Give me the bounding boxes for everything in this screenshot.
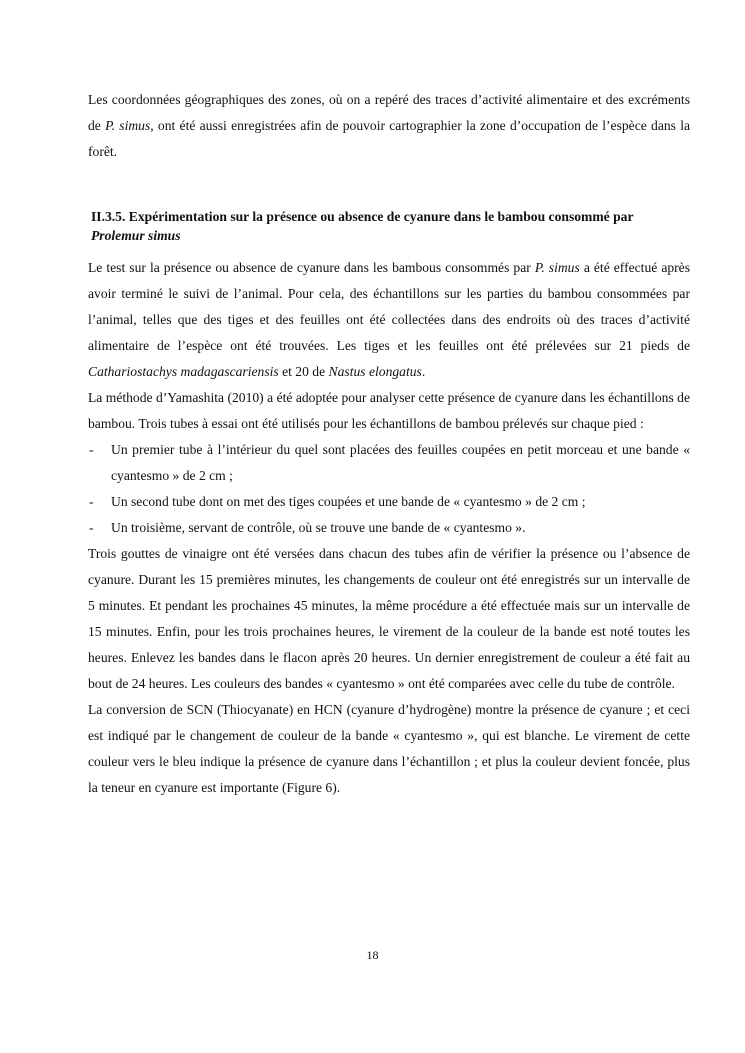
paragraph-2: La méthode d’Yamashita (2010) a été adoptée pour analyser cette présence de cyanure dans les échantillons de bambou. Trois tubes à essai ont été utilisés pour les échantillons de bambou prélevés sur chaque pied : <box>88 390 690 431</box>
tube-list <box>88 437 690 541</box>
list-item <box>88 489 690 515</box>
section-heading <box>88 207 690 245</box>
para1-species3: Nastus elongatus <box>328 364 422 379</box>
intro-species: P. simus <box>105 118 151 133</box>
intro-paragraph <box>88 87 690 165</box>
list-marker: - <box>89 494 94 509</box>
para1-a: Le test sur la présence ou absence de cyanure dans les bambous consommés par <box>88 260 535 275</box>
para1-b: a été effectué après avoir terminé le suivi de l’animal. Pour cela, des échantillons sur les parties du bambou consommées par l’animal, telles que des tiges et des feuilles ont été collectées dans des endroits où des traces d’activité alimentaire de l’espèce ont été trouvées. Les tiges et les feuilles ont été prélevées sur 21 pieds de <box>88 260 691 353</box>
section-heading-species: Prolemur simus <box>91 228 181 243</box>
intro-text: Les coordonnées géographiques des zones, où on a repéré des traces d’activité alimentaire et des excréments de <box>88 92 690 133</box>
intro-text-2: , ont été aussi enregistrées afin de pouvoir cartographier la zone d’occupation de l’espèce dans la forêt. <box>88 118 691 159</box>
list-item-text: Un second tube dont on met des tiges coupées et une bande de « cyantesmo » de 2 cm ; <box>111 494 586 509</box>
list-marker: - <box>89 520 94 535</box>
list-item-text: Un troisième, servant de contrôle, où se trouve une bande de « cyantesmo ». <box>111 520 526 535</box>
paragraph-3: Trois gouttes de vinaigre ont été versées dans chacun des tubes afin de vérifier la présence ou l’absence de cyanure. Durant les 15 premières minutes, les changements de couleur ont été enregistrés sur un intervalle de 5 minutes. Et pendant les prochaines 45 minutes, la même procédure a été effectuée mais sur un intervalle de 15 minutes. Enfin, pour les trois prochaines heures, le virement de la couleur de la bande est noté toutes les heures. Enlevez les bandes dans le flacon après 20 heures. Un dernier enregistrement de couleur a été fait au bout de 24 heures. Les couleurs des bandes « cyantesmo » ont été comparées avec celle du tube de contrôle. <box>88 546 690 691</box>
paragraph-1 <box>88 255 690 385</box>
para1-c: et 20 de <box>278 364 329 379</box>
list-item-text: Un premier tube à l’intérieur du quel sont placées des feuilles coupées en petit morceau et une bande « cyantesmo » de 2 cm ; <box>111 442 690 483</box>
page-content <box>88 87 690 801</box>
page-number: 18 <box>366 948 379 962</box>
section-heading-text: II.3.5. Expérimentation sur la présence ou absence de cyanure dans le bambou consommé par <box>91 209 634 224</box>
para1-species: P. simus <box>534 260 580 275</box>
para1-species2: Cathariostachys madagascariensis <box>88 364 279 379</box>
list-marker: - <box>89 442 94 457</box>
paragraph-4: La conversion de SCN (Thiocyanate) en HCN (cyanure d’hydrogène) montre la présence de cyanure ; et ceci est indiqué par le changement de couleur de la bande « cyantesmo », qui est blanche. Le virement de cette couleur vers le bleu indique la présence de cyanure dans l’échantillon ; et plus la couleur devient foncée, plus la teneur en cyanure est importante (Figure 6). <box>88 702 690 795</box>
para1-d: . <box>421 364 426 379</box>
list-item <box>88 515 690 541</box>
list-item <box>88 437 690 489</box>
